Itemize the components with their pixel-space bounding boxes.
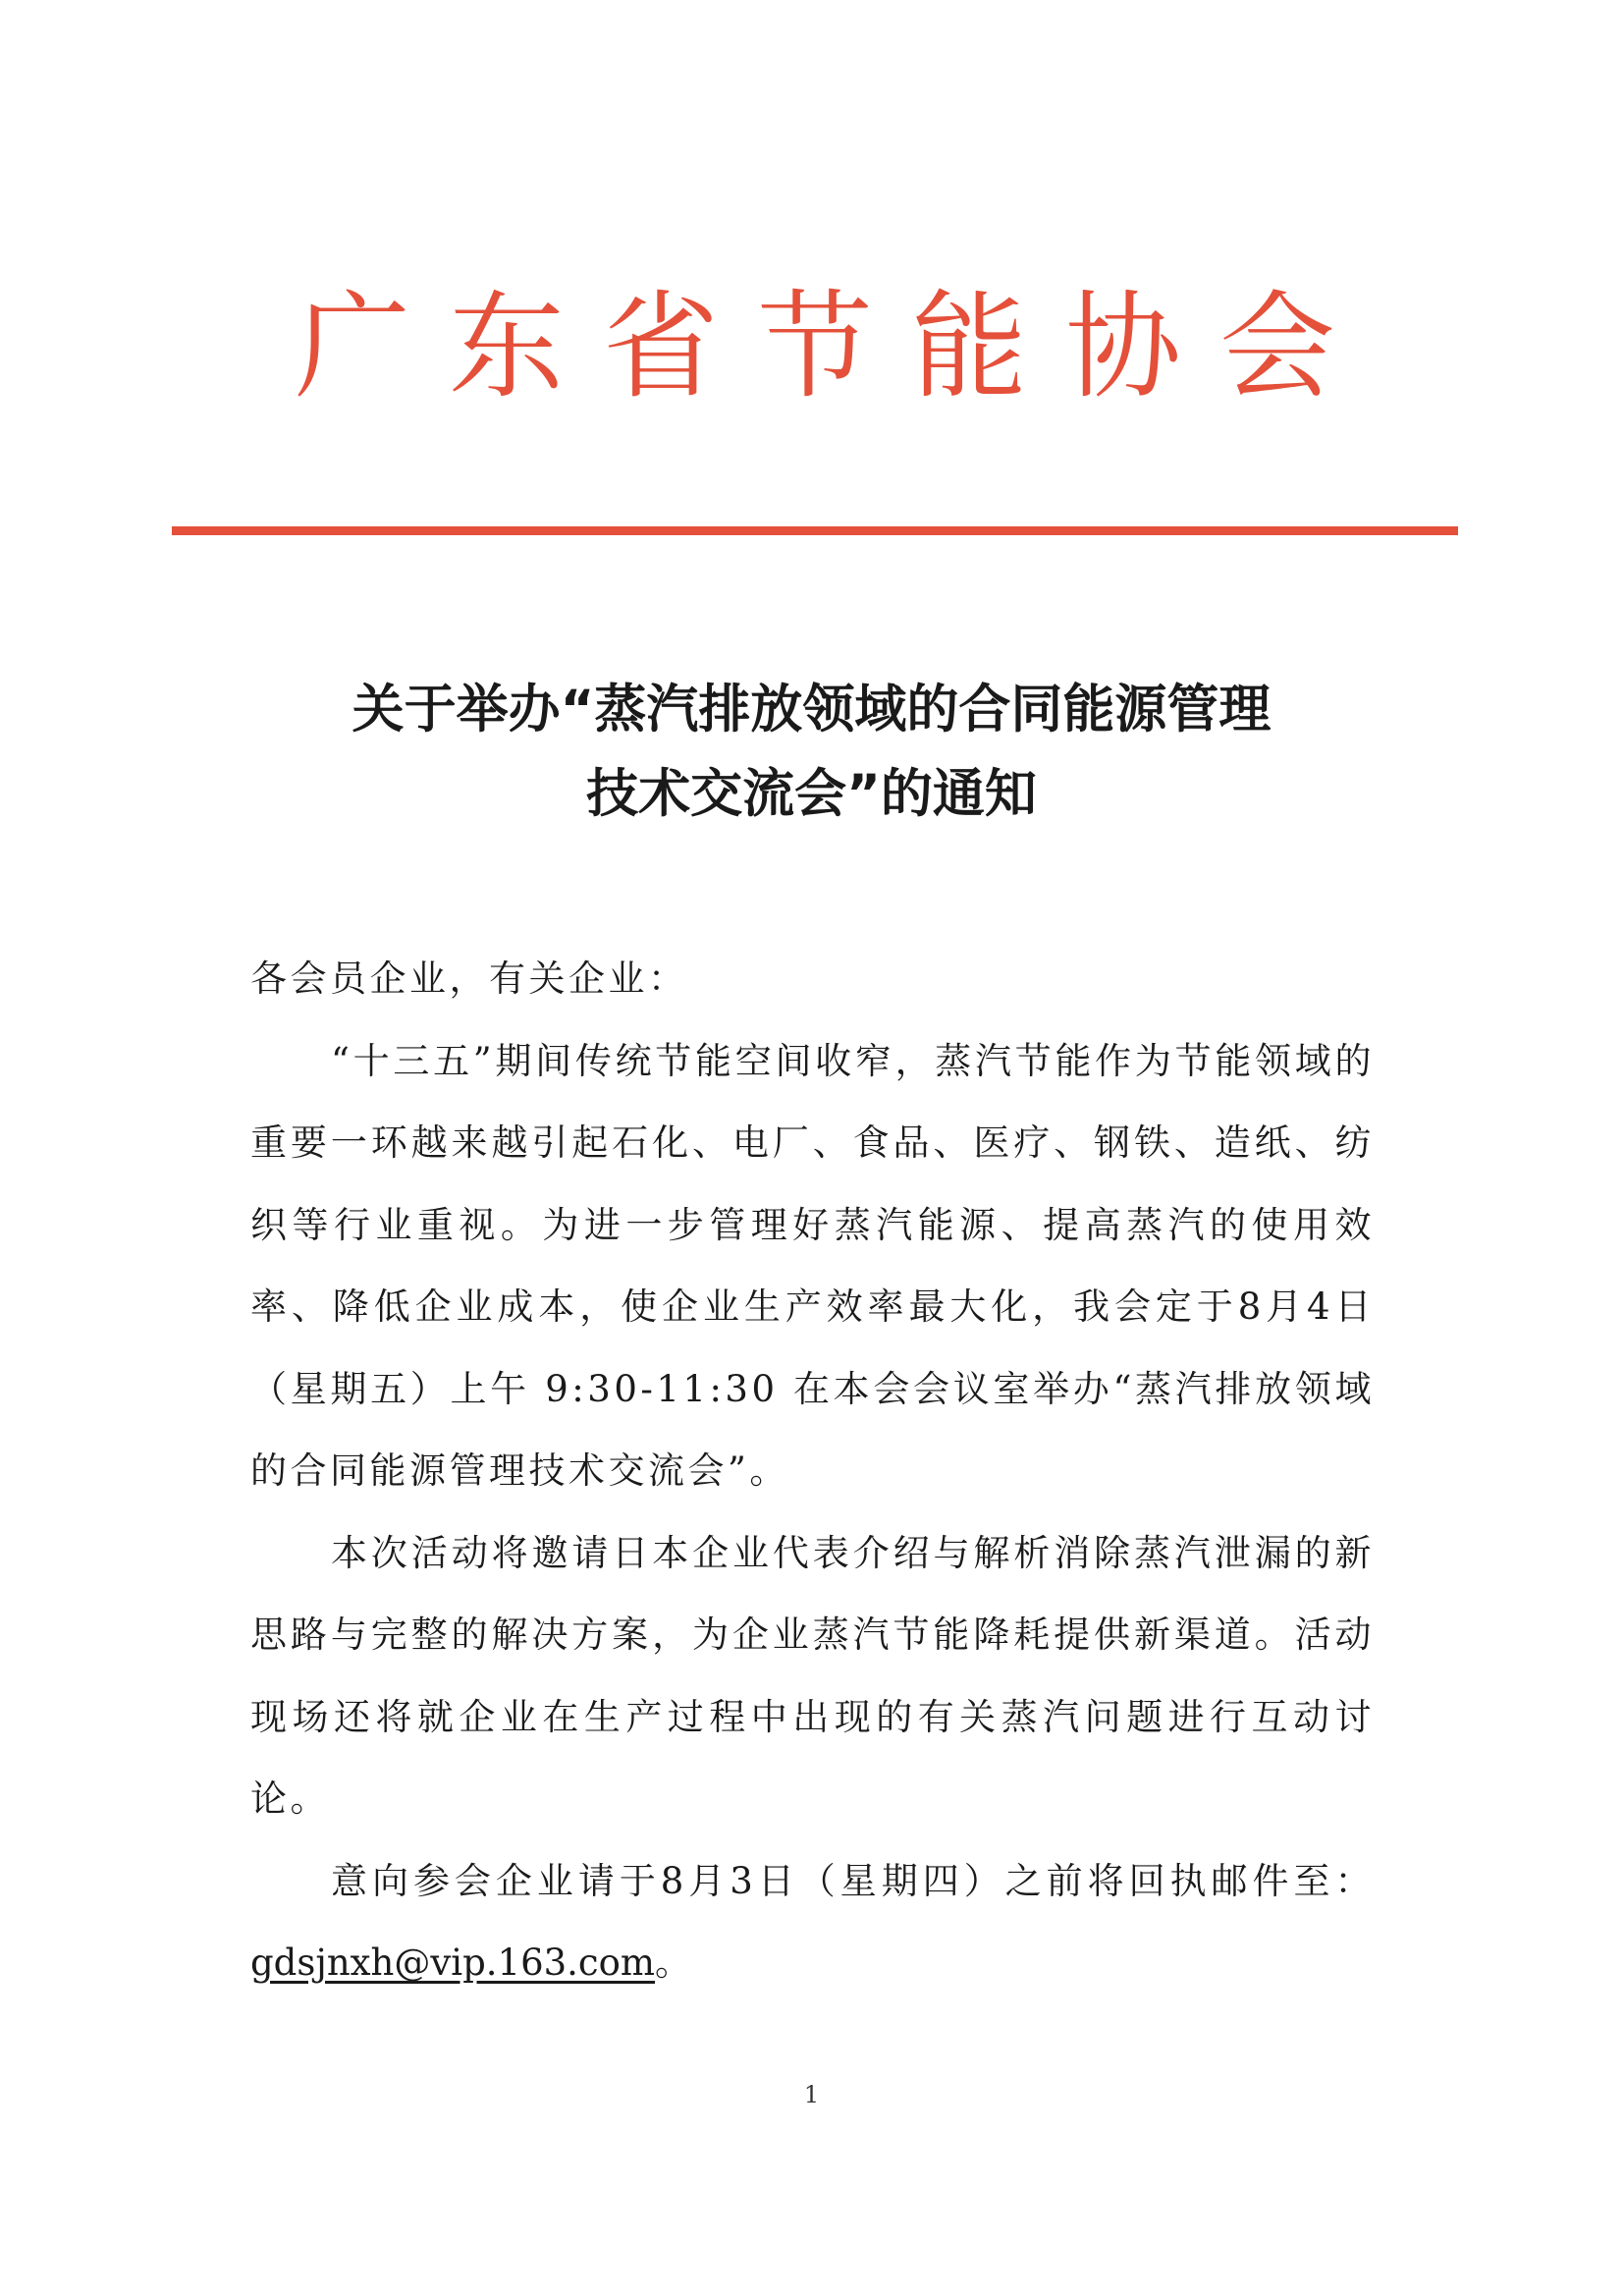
paragraph-background: “十三五”期间传统节能空间收窄，蒸汽节能作为节能领域的重要一环越来越引起石化、电厂、食品、医疗、钢铁、造纸、纺织等行业重视。为进一步管理好蒸汽能源、提高蒸汽的使用效率、降低企业成本，使企业生产效率最大化，我会定于8月4日（星期五）上午 9:30-11:30 在本会会议室举办“蒸汽排放领域的合同能源管理技术交流会”。 (250, 1039, 1375, 1492)
page-number: 1 (803, 2081, 820, 2108)
registration-end-punct: 。 (655, 1941, 695, 1984)
title-line-1: 关于举办“蒸汽排放领域的合同能源管理 (352, 680, 1271, 739)
letterhead-org-name: 广东省节能协会 (295, 279, 1335, 414)
paragraph-activity: 本次活动将邀请日本企业代表介绍与解析消除蒸汽泄漏的新思路与完整的解决方案，为企业蒸汽节能降耗提供新渠道。活动现场还将就企业在生产过程中出现的有关蒸汽问题进行互动讨论。 (250, 1531, 1375, 1820)
document-title (196, 668, 1427, 837)
registration-email-link[interactable]: gdsjnxh@vip.163.com (250, 1941, 656, 1984)
salutation: 各会员企业，有关企业： (250, 957, 688, 1000)
letterhead-red-divider (172, 526, 1458, 535)
paragraph-registration (250, 1840, 1375, 2004)
title-line-2: 技术交流会”的通知 (586, 764, 1037, 824)
document-body (250, 938, 1375, 2004)
registration-text: 意向参会企业请于8月3日（星期四）之前将回执邮件至： (331, 1859, 1375, 1902)
